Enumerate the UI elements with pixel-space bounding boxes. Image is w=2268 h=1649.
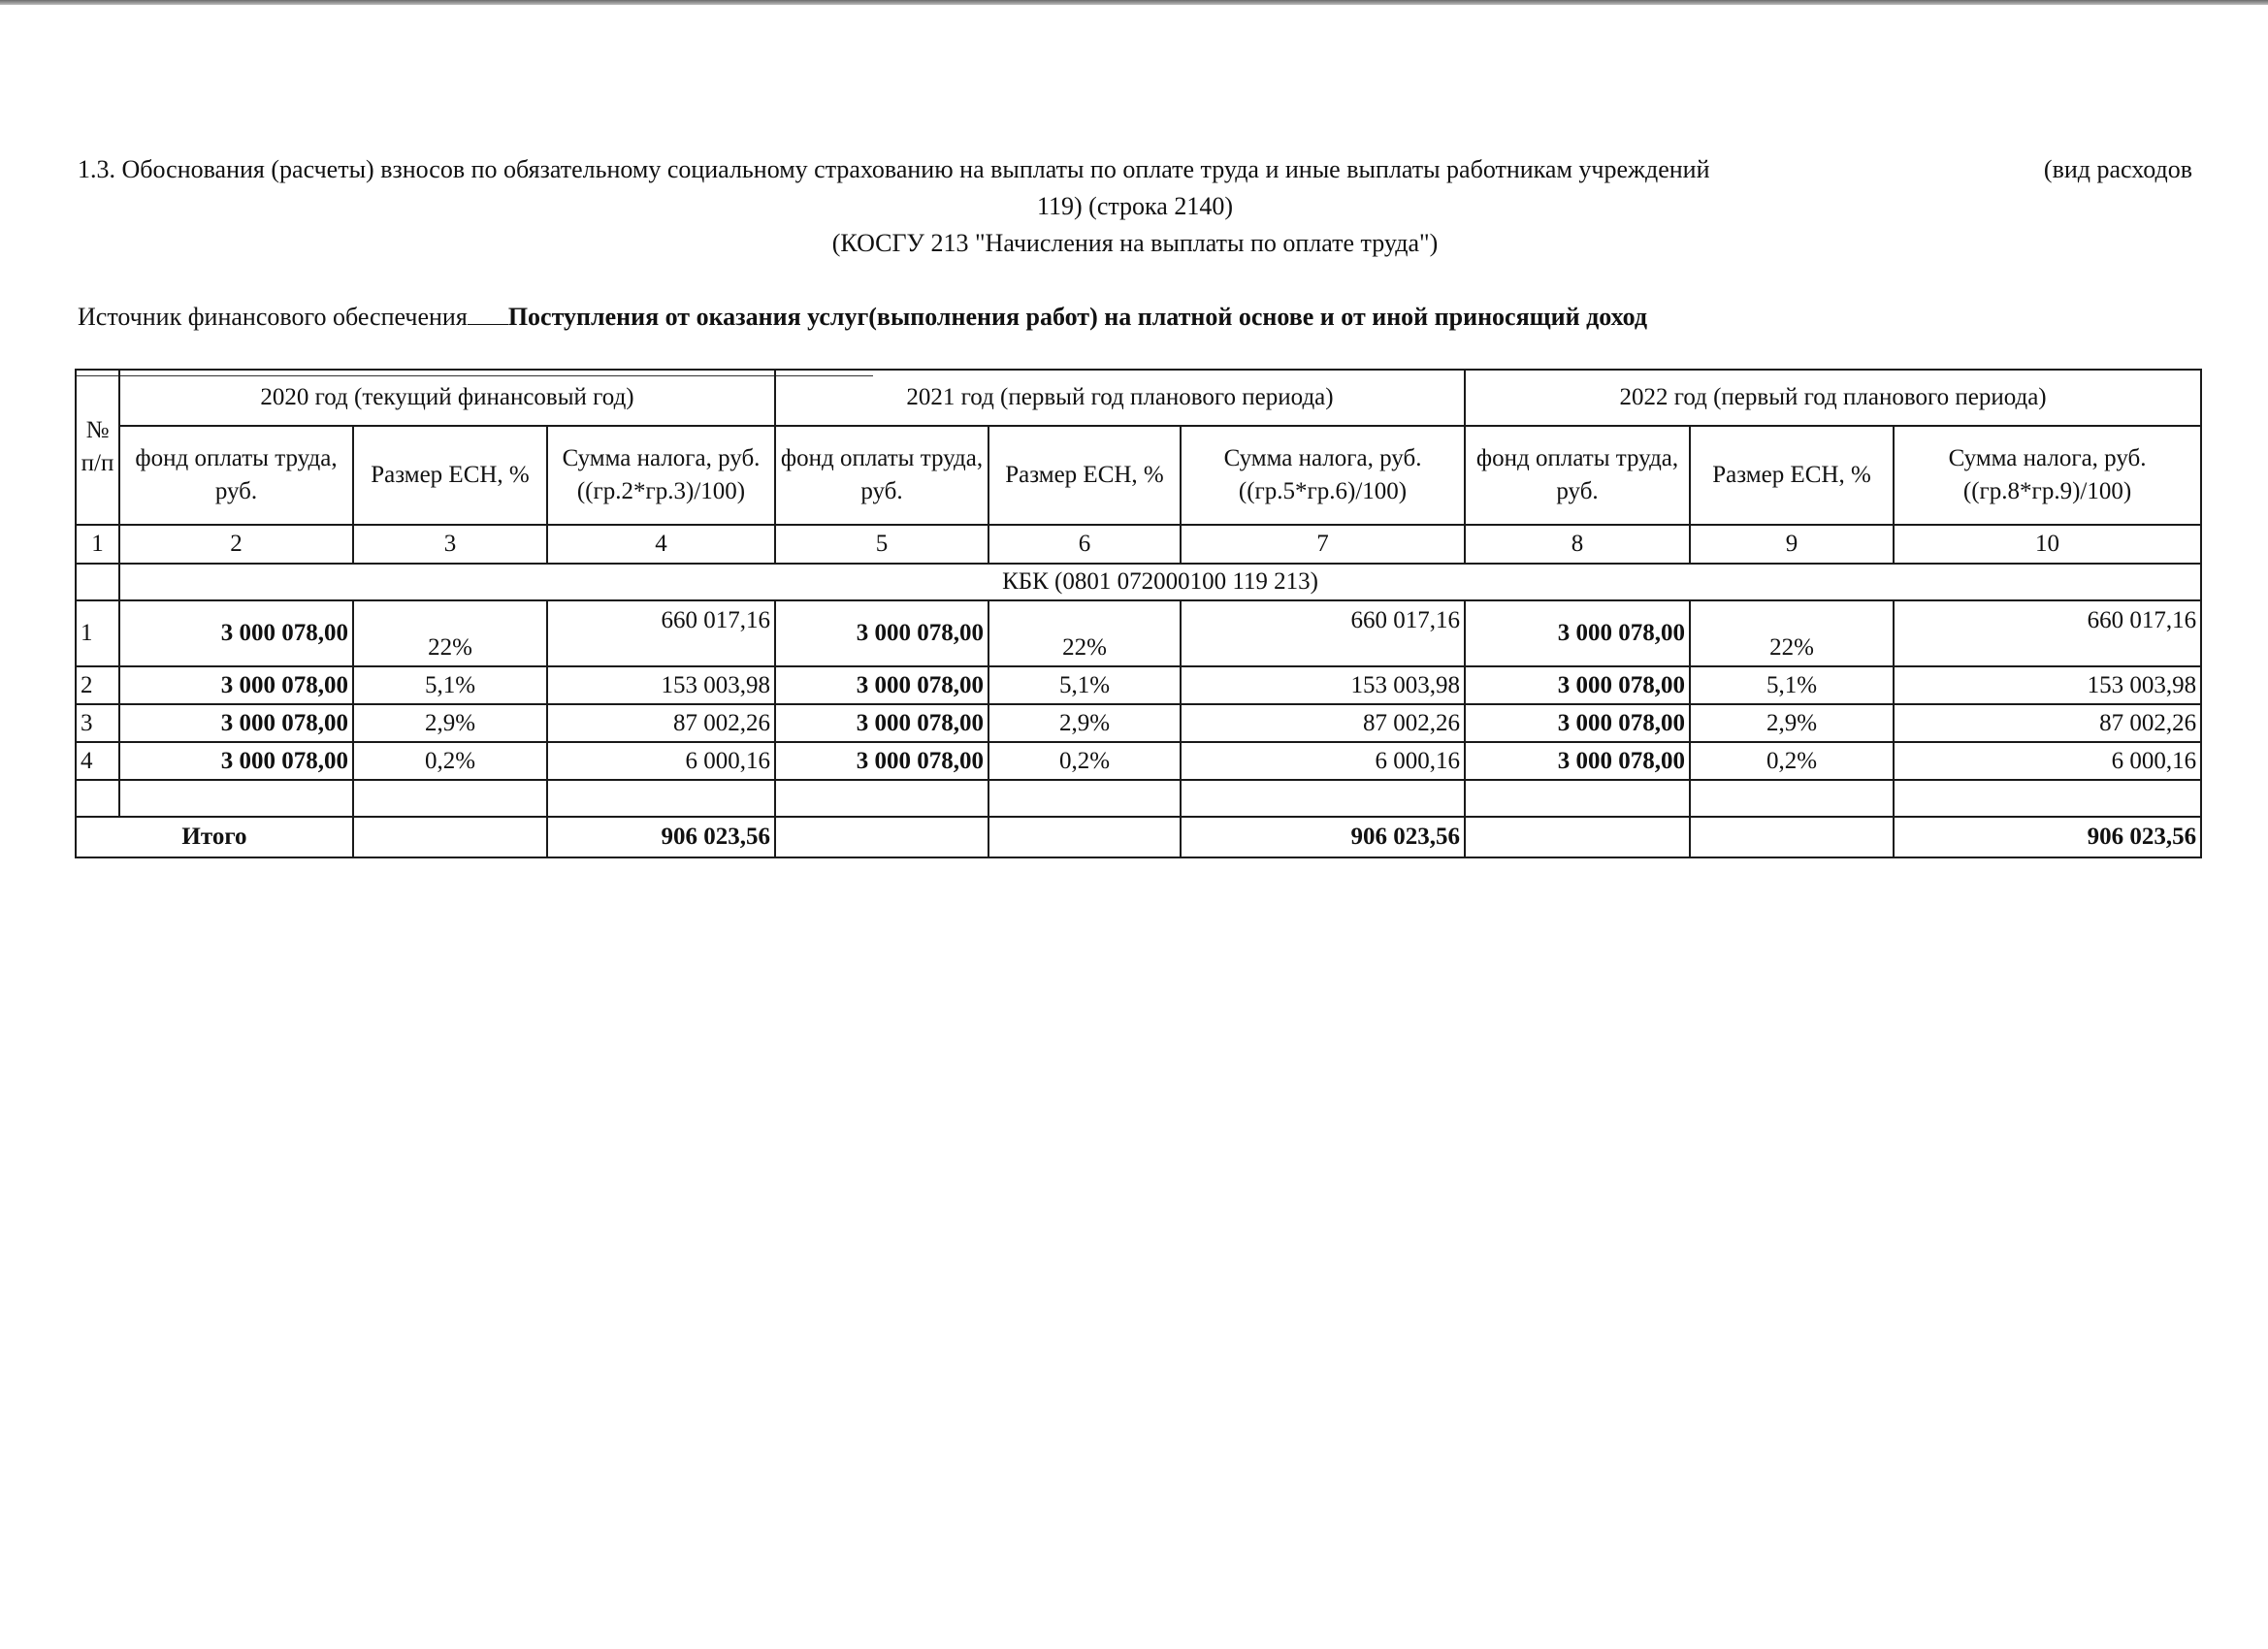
table-row (76, 666, 2201, 704)
tax-2021: 6 000,16 (1181, 742, 1465, 780)
header-row-columns (76, 426, 2201, 525)
total-label: Итого (76, 817, 353, 857)
tax-2021: 660 017,16 (1181, 600, 1465, 666)
tax-2020: 153 003,98 (547, 666, 775, 704)
header-year-2022: 2022 год (первый год планового периода) (1465, 370, 2201, 426)
header-year-2020: 2020 год (текущий финансовый год) (119, 370, 775, 426)
table-row (76, 742, 2201, 780)
empty-cell (775, 780, 988, 817)
col-number: 2 (119, 525, 353, 564)
empty-cell (353, 817, 547, 857)
fund-2020: 3 000 078,00 (119, 600, 353, 666)
header-tax-2021: Сумма налога, руб. ((гр.5*гр.6)/100) (1181, 426, 1465, 525)
fund-2022: 3 000 078,00 (1465, 666, 1690, 704)
tax-2022: 6 000,16 (1894, 742, 2201, 780)
empty-cell (988, 817, 1181, 857)
funding-source-blank (468, 307, 508, 325)
tax-2020: 6 000,16 (547, 742, 775, 780)
table-row (76, 704, 2201, 742)
rate-2020: 22% (353, 600, 547, 666)
header-fund-2020: фонд оплаты труда, руб. (119, 426, 353, 525)
title-line-2: 119) (строка 2140) (1036, 192, 1233, 220)
fund-2020: 3 000 078,00 (119, 704, 353, 742)
rate-2020: 0,2% (353, 742, 547, 780)
fund-2022: 3 000 078,00 (1465, 600, 1690, 666)
row-no: 3 (76, 704, 119, 742)
header-rate-2022: Размер ЕСН, % (1690, 426, 1894, 525)
rate-2021: 2,9% (988, 704, 1181, 742)
col-number: 3 (353, 525, 547, 564)
col-number: 9 (1690, 525, 1894, 564)
header-row-years (76, 370, 2201, 426)
row-no: 4 (76, 742, 119, 780)
fund-2021: 3 000 078,00 (775, 666, 988, 704)
empty-cell (353, 780, 547, 817)
header-fund-2021: фонд оплаты труда, руб. (775, 426, 988, 525)
table-row (76, 600, 2201, 666)
col-number: 8 (1465, 525, 1690, 564)
header-tax-2022: Сумма налога, руб. ((гр.8*гр.9)/100) (1894, 426, 2201, 525)
col-number: 4 (547, 525, 775, 564)
fund-2021: 3 000 078,00 (775, 600, 988, 666)
total-row (76, 817, 2201, 857)
kbk-row (76, 564, 2201, 600)
rate-2021: 5,1% (988, 666, 1181, 704)
header-fund-2022: фонд оплаты труда, руб. (1465, 426, 1690, 525)
rate-2022: 5,1% (1690, 666, 1894, 704)
empty-cell (76, 780, 119, 817)
header-tax-2020: Сумма налога, руб. ((гр.2*гр.3)/100) (547, 426, 775, 525)
rate-2020: 2,9% (353, 704, 547, 742)
row-no: 1 (76, 600, 119, 666)
header-year-2021: 2021 год (первый год планового периода) (775, 370, 1465, 426)
contributions-table (75, 369, 2202, 858)
tax-2020: 660 017,16 (547, 600, 775, 666)
col-number: 1 (76, 525, 119, 564)
fund-2021: 3 000 078,00 (775, 742, 988, 780)
empty-cell (119, 780, 353, 817)
fund-2022: 3 000 078,00 (1465, 742, 1690, 780)
col-number: 10 (1894, 525, 2201, 564)
col-number: 7 (1181, 525, 1465, 564)
tax-2020: 87 002,26 (547, 704, 775, 742)
empty-row (76, 780, 2201, 817)
header-rate-2021: Размер ЕСН, % (988, 426, 1181, 525)
total-2020: 906 023,56 (547, 817, 775, 857)
tax-2021: 87 002,26 (1181, 704, 1465, 742)
title-line-1: 1.3. Обоснования (расчеты) взносов по обязательному социальному страхованию на выплаты по оплате труда и иные выплаты работникам учреждений (78, 155, 1710, 183)
kbk-empty-cell (76, 564, 119, 600)
total-2022: 906 023,56 (1894, 817, 2201, 857)
fund-2021: 3 000 078,00 (775, 704, 988, 742)
col-number: 6 (988, 525, 1181, 564)
header-rate-2020: Размер ЕСН, % (353, 426, 547, 525)
funding-source-label: Источник финансового обеспечения (78, 303, 468, 331)
rate-2021: 22% (988, 600, 1181, 666)
scan-top-edge (0, 0, 2268, 5)
tax-2022: 660 017,16 (1894, 600, 2201, 666)
funding-source-value: Поступления от оказания услуг(выполнения работ) на платной основе и от иной приносящий доход (507, 303, 1647, 331)
document-title (78, 151, 2192, 262)
funding-source (78, 303, 1647, 332)
empty-cell (1181, 780, 1465, 817)
header-row-numbers (76, 525, 2201, 564)
rate-2022: 22% (1690, 600, 1894, 666)
fund-2022: 3 000 078,00 (1465, 704, 1690, 742)
fund-2020: 3 000 078,00 (119, 666, 353, 704)
empty-cell (1690, 780, 1894, 817)
rate-2021: 0,2% (988, 742, 1181, 780)
empty-cell (1465, 817, 1690, 857)
kbk-code: КБК (0801 072000100 119 213) (119, 564, 2201, 600)
empty-cell (1690, 817, 1894, 857)
header-no: № п/п (76, 370, 119, 525)
rate-2022: 2,9% (1690, 704, 1894, 742)
total-2021: 906 023,56 (1181, 817, 1465, 857)
col-number: 5 (775, 525, 988, 564)
row-no: 2 (76, 666, 119, 704)
title-line-1-right: (вид расходов (2043, 155, 2192, 183)
empty-cell (1465, 780, 1690, 817)
empty-cell (775, 817, 988, 857)
rate-2020: 5,1% (353, 666, 547, 704)
empty-cell (547, 780, 775, 817)
rate-2022: 0,2% (1690, 742, 1894, 780)
tax-2021: 153 003,98 (1181, 666, 1465, 704)
empty-cell (1894, 780, 2201, 817)
tax-2022: 153 003,98 (1894, 666, 2201, 704)
empty-cell (988, 780, 1181, 817)
tax-2022: 87 002,26 (1894, 704, 2201, 742)
title-line-3: (КОСГУ 213 "Начисления на выплаты по оплате труда") (831, 229, 1439, 257)
fund-2020: 3 000 078,00 (119, 742, 353, 780)
